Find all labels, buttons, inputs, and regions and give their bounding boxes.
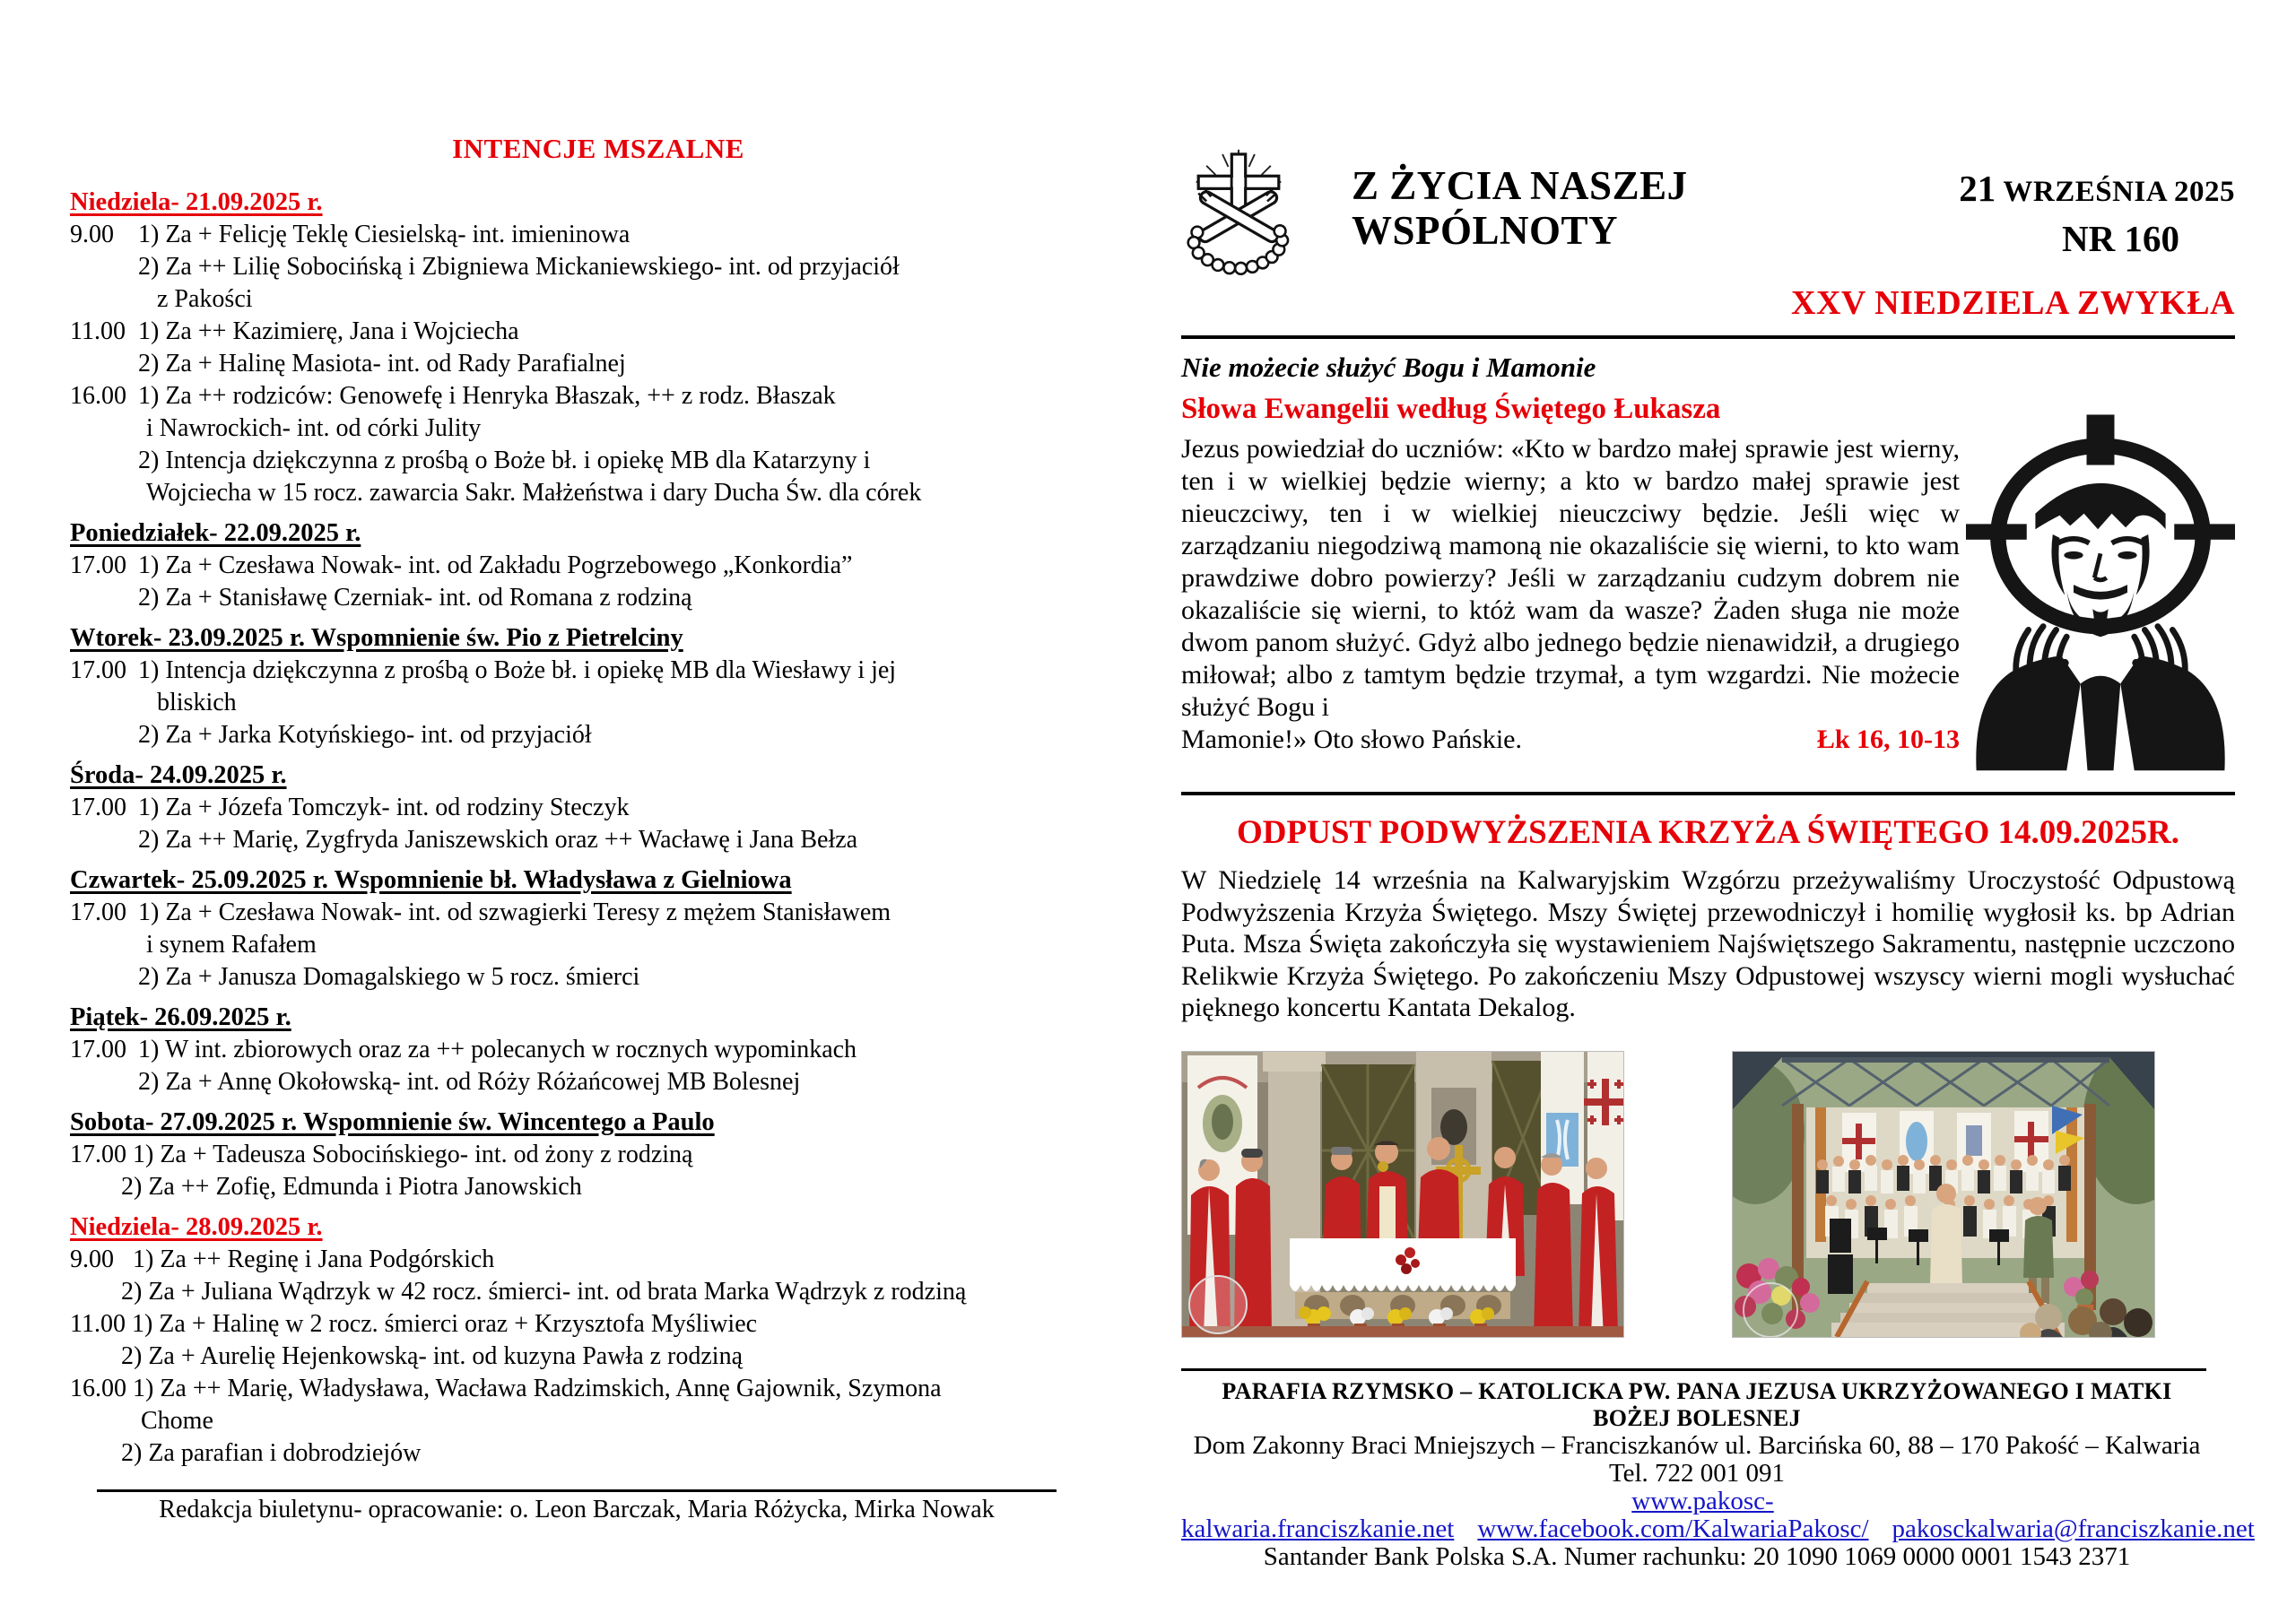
- article-body-text: W Niedzielę 14 września na Kalwaryjskim Wzgórzu przeżywaliśmy Uroczystość Odpustową Podwyższenia Krzyża Świętego. Mszy Świętej przewodniczył i homilię wygłosił ks. bp Adrian Puta. Msza Święta zakończyła się wystawieniem Najświętszego Sakramentu, następnie uczczono Relikwie Krzyża Świętego. Po zakończeniu Mszy Odpustowej wszyscy wierni mogli wysłuchać pięknego koncertu Kantata Dekalog.: [1181, 865, 2235, 1022]
- intention-line: [70, 655, 1126, 687]
- section-date-header: Piątek- 26.09.2025 r.: [70, 1003, 291, 1031]
- mass-time: 16.00: [70, 382, 126, 410]
- intention-line: 16.00 1) Za ++ Marię, Władysława, Wacława Radzimskich, Annę Gajownik, Szymona: [70, 1375, 942, 1402]
- intention-line: 2) Za parafian i dobrodziejów: [121, 1439, 422, 1467]
- intention-line: 2) Za + Jarka Kotyńskiego- int. od przyjaciół: [138, 721, 592, 749]
- section-date-header: Wtorek- 23.09.2025 r. Wspomnienie św. Pio z Pietrelciny: [70, 624, 683, 652]
- mass-time: 17.00: [70, 551, 126, 579]
- intentions-section: [70, 622, 1126, 751]
- article-heading: ODPUST PODWYŻSZENIA KRZYŻA ŚWIĘTEGO 14.09.2025R.: [1237, 814, 2179, 851]
- masthead-divider: [1181, 335, 2235, 339]
- mass-time: 17.00: [70, 898, 126, 926]
- page-title: INTENCJE MSZALNE: [452, 133, 744, 164]
- issue-number: NR 160: [2062, 218, 2179, 259]
- masthead-issue-block: [1791, 167, 2235, 323]
- footer-divider: [97, 1489, 1057, 1492]
- parish-link-2[interactable]: pakosckalwaria@franciszkanie.net: [1892, 1514, 2255, 1543]
- mass-time: 11.00: [70, 317, 126, 345]
- intention-text: 1) Za + Felicję Teklę Ciesielską- int. imieninowa: [138, 221, 631, 248]
- parish-name: PARAFIA RZYMSKO – KATOLICKA PW. PANA JEZUSA UKRZYŻOWANEGO I MATKI BOŻEJ BOLESNEJ: [1222, 1377, 2172, 1431]
- intentions-sections: [70, 187, 1126, 1470]
- intention-text: 1) W int. zbiorowych oraz za ++ polecanych w rocznych wypominkach: [138, 1036, 857, 1063]
- intention-line: 11.00 1) Za + Halinę w 2 rocz. śmierci oraz + Krzysztofa Myśliwiec: [70, 1310, 758, 1338]
- intention-line: 2) Intencja dziękczynna z prośbą o Boże bł. i opiekę MB dla Katarzyny i: [138, 447, 871, 474]
- intention-line: [70, 219, 1126, 251]
- parish-link-0[interactable]: www.pakosc-kalwaria.franciszkanie.net: [1181, 1486, 1774, 1543]
- intention-line: Chome: [141, 1407, 213, 1435]
- section-date-header: Środa- 24.09.2025 r.: [70, 761, 287, 789]
- intention-line: Wojciecha w 15 rocz. zawarcia Sakr. Małżeństwa i dary Ducha Św. dla córek: [146, 479, 922, 507]
- mass-time: 17.00: [70, 1036, 126, 1063]
- masthead: [1181, 131, 2235, 323]
- section-date-header: Czwartek- 25.09.2025 r. Wspomnienie bł. Władysława z Gielniowa: [70, 866, 792, 894]
- intention-line: 2) Za ++ Lilię Sobocińską i Zbigniewa Mickaniewskiego- int. od przyjaciół: [138, 253, 900, 281]
- intentions-section: [70, 1211, 1126, 1470]
- franciscan-cross-emblem-icon: [1181, 131, 1296, 291]
- intention-line: 17.00 1) Za + Tadeusza Sobocińskiego- int. od żony z rodziną: [70, 1141, 693, 1168]
- parish-footer: [1181, 1377, 2255, 1571]
- bulletin-title: [1352, 163, 1688, 253]
- bulletin-title-line2: WSPÓLNOTY: [1352, 208, 1619, 253]
- intention-line: bliskich: [157, 689, 237, 716]
- gospel-closing-text: Mamonie!» Oto słowo Pańskie.: [1181, 725, 1522, 754]
- intention-text: 1) Za + Czesława Nowak- int. od szwagierki Teresy z mężem Stanisławem: [138, 898, 891, 926]
- mass-time: 9.00: [70, 221, 114, 248]
- editorial-credits: Redakcja biuletynu- opracowanie: o. Leon Barczak, Maria Różycka, Mirka Nowak: [159, 1496, 995, 1523]
- parish-footer-divider: [1181, 1368, 2206, 1371]
- gospel-body-text: Jezus powiedział do uczniów: «Kto w bardzo małej sprawie jest wierny, ten i w wielkiej będzie wierny; a kto w bardzo małej sprawie jest nieuczciwy, ten i w wielkiej nieuczciwy będzie. Jeśli więc w zarządzaniu niegodziwą mamoną nie okazaliście się wierni, to kto wam prawdziwe dobro powierzy? Jeśli w zarządzaniu cudzym dobrem nie okazaliście się wierni, to któż wam da wasze? Żaden sługa nie może dwom panom służyć. Gdyż albo jednego będzie nienawidził, a drugiego miłował; albo z tamtym będzie trzymał, a tym wzgardzi. Nie możecie służyć Bogu i: [1181, 434, 1960, 722]
- section-date-header: Poniedziałek- 22.09.2025 r.: [70, 519, 361, 547]
- photo-mass-altar: [1181, 1051, 1624, 1338]
- page-community-news: [1181, 131, 2255, 1571]
- intention-line: 2) Za ++ Marię, Zygfryda Janiszewskich oraz ++ Wacławę i Jana Bełza: [138, 826, 858, 854]
- intention-line: [70, 316, 1126, 348]
- issue-date: 21 WRZEŚNIA 2025: [1959, 168, 2235, 209]
- intention-line: i synem Rafałem: [146, 931, 317, 959]
- intentions-section: [70, 1002, 1126, 1098]
- intention-line: 2) Za + Aurelię Hejenkowską- int. od kuzyna Pawła z rodziną: [121, 1342, 744, 1370]
- gospel-reference: Łk 16, 10-13: [1816, 725, 1960, 754]
- intention-line: 9.00 1) Za ++ Reginę i Jana Podgórskich: [70, 1245, 495, 1273]
- intention-text: 1) Za + Józefa Tomczyk- int. od rodziny Steczyk: [138, 794, 630, 821]
- intention-line: 2) Za + Halinę Masiota- int. od Rady Parafialnej: [138, 350, 626, 378]
- gospel-heading: Słowa Ewangelii według Świętego Łukasza: [1181, 393, 1721, 425]
- intention-line: z Pakości: [157, 285, 253, 313]
- parish-link-1[interactable]: www.facebook.com/KalwariaPakosc/: [1477, 1514, 1869, 1543]
- section-date-header: Sobota- 27.09.2025 r. Wspomnienie św. Wincentego a Paulo: [70, 1108, 715, 1136]
- gospel-lead-title: Nie możecie służyć Bogu i Mamonie: [1181, 352, 1596, 383]
- intentions-section: [70, 864, 1126, 994]
- parish-links: [1181, 1486, 2255, 1543]
- intention-line: [70, 792, 1126, 824]
- section-date-header: Niedziela- 28.09.2025 r.: [70, 1213, 323, 1241]
- intention-line: [70, 1034, 1126, 1066]
- intentions-section: [70, 187, 1126, 509]
- intentions-section: [70, 1107, 1126, 1203]
- intention-line: 2) Za + Stanisławę Czerniak- int. od Romana z rodziną: [138, 584, 692, 612]
- mass-time: 17.00: [70, 794, 126, 821]
- intention-text: 1) Za ++ Kazimierę, Jana i Wojciecha: [138, 317, 519, 345]
- intention-line: [70, 380, 1126, 412]
- jesus-stencil-image: [1966, 404, 2235, 777]
- intention-line: [70, 897, 1126, 929]
- parish-address: Dom Zakonny Braci Mniejszych – Franciszkanów ul. Barcińska 60, 88 – 170 Pakość – Kalwaria Tel. 722 001 091: [1193, 1430, 2201, 1488]
- photo-concert-choir: [1732, 1051, 2155, 1338]
- intention-line: i Nawrockich- int. od córki Julity: [146, 414, 482, 442]
- jerusalem-cross: [1584, 1079, 1624, 1125]
- intention-line: [70, 550, 1126, 582]
- parish-bank-account: Santander Bank Polska S.A. Numer rachunku: 20 1090 1069 0000 0001 1543 2371: [1263, 1541, 2131, 1571]
- intention-line: 2) Za + Janusza Domagalskiego w 5 rocz. śmierci: [138, 963, 640, 991]
- intention-text: 1) Intencja dziękczynna z prośbą o Boże bł. i opiekę MB dla Wiesławy i jej: [138, 656, 897, 684]
- liturgical-sunday-label: XXV NIEDZIELA ZWYKŁA: [1791, 284, 2235, 322]
- intentions-section: [70, 759, 1126, 856]
- section-date-header: Niedziela- 21.09.2025 r.: [70, 188, 323, 216]
- page-mass-intentions: [70, 133, 1126, 1524]
- mass-time: 17.00: [70, 656, 126, 684]
- intention-line: 2) Za ++ Zofię, Edmunda i Piotra Janowskich: [121, 1173, 582, 1201]
- bulletin-title-line1: Z ŻYCIA NASZEJ: [1352, 163, 1688, 208]
- intention-line: 2) Za + Annę Okołowską- int. od Róży Różańcowej MB Bolesnej: [138, 1068, 801, 1096]
- intention-text: 1) Za ++ rodziców: Genowefę i Henryka Błaszak, ++ z rodz. Błaszak: [138, 382, 836, 410]
- intentions-section: [70, 517, 1126, 614]
- photo-row: [1181, 1051, 2235, 1338]
- intention-line: 2) Za + Juliana Wądrzyk w 42 rocz. śmierci- int. od brata Marka Wądrzyk z rodziną: [121, 1278, 967, 1306]
- intention-text: 1) Za + Czesława Nowak- int. od Zakładu Pogrzebowego „Konkordia”: [138, 551, 853, 579]
- gospel-section: [1181, 393, 2235, 777]
- article-divider: [1181, 792, 2235, 795]
